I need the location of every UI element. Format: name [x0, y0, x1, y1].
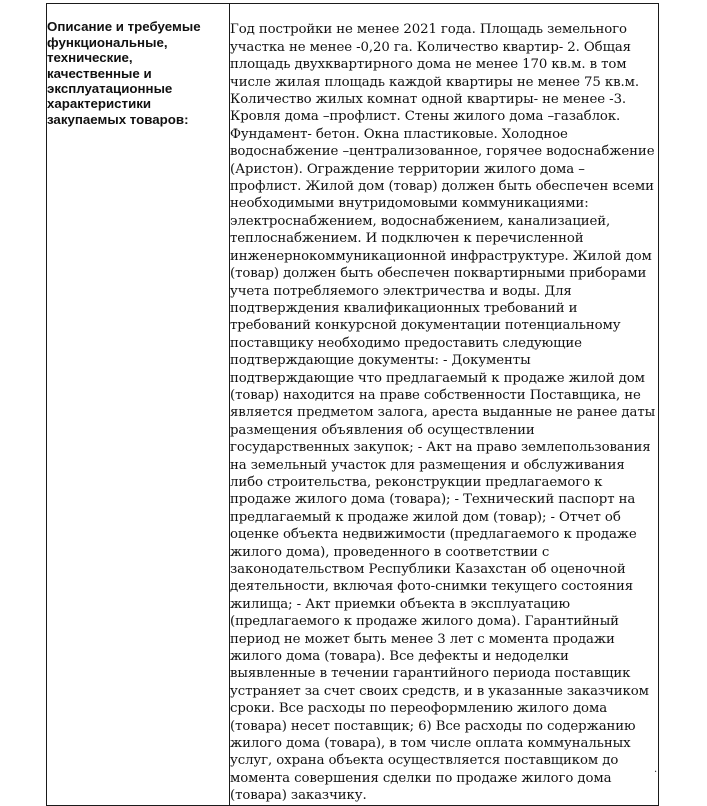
specification-table [46, 3, 659, 806]
row-value-cell [230, 4, 659, 806]
row-value-text: Год постройки не менее 2021 года. Площадь земельного участка не менее -0,20 га. Количество квартир- 2. Общая площадь двухквартирного дома не менее 170 кв.м. в том числе жилая площадь каждой квартиры не менее 75 кв.м. Количество жилых комнат одной квартиры- не менее -3. Кровля дома –профлист. Стены жилого дома –газаблок. Фундамент- бетон. Окна пластиковые. Холодное водоснабжение –централизованное, горячее водоснабжение (Аристон). Ограждение территории жилого дома – профлист. Жилой дом (товар) должен быть обеспечен всеми необходимыми внутридомовыми коммуникациями: электроснабжением, водоснабжением, канализацией, теплоснабжением. И подключен к перечисленной инженернокоммуникационной инфраструктуре. Жилой дом (товар) должен быть обеспечен поквартирными приборами учета потребляемого электричества и воды. Для подтверждения квалификационных требований и требований конкурсной документации потенциальному поставщику необходимо предоставить следующие подтверждающие документы: - Документы подтверждающие что предлагаемый к продаже жилой дом (товар) находится на праве собственности Поставщика, не является предметом залога, ареста выданные не ранее даты размещения объявления об осуществлении государственных закупок; - Акт на право землепользования на земельный участок для размещения и обслуживания либо строительства, реконструкции предлагаемого к продаже жилого дома (товара); - Технический паспорт на предлагаемый к продаже жилой дом (товар); - Отчет об оценке объекта недвижимости (предлагаемого к продаже жилого дома), проведенного в соответствии с законодательством Республики Казахстан об оценочной деятельности, включая фото-снимки текущего состояния жилища; - Акт приемки объекта в эксплуатацию (предлагаемого к продаже жилого дома). Гарантийный период не может быть менее 3 лет с момента продажи жилого дома (товара). Все дефекты и недоделки выявленные в течении гарантийного периода поставщик устраняет за счет своих средств, и в указанные заказчиком сроки. Все расходы по переоформлению жилого дома (товара) несет поставщик; 6) Все расходы по содержанию жилого дома (товара), в том числе оплата коммунальных услуг, охрана объекта осуществляется поставщиком до момента совершения сделки по продаже жилого дома (товара) заказчику. [230, 22, 656, 804]
row-label-cell [47, 4, 230, 806]
edge-dot-mark: · [654, 767, 658, 778]
row-label-text: Описание и требуемые функциональные, технические, качественные и эксплуатационные характеристики закупаемых товаров: [47, 19, 201, 127]
table-row [47, 4, 659, 806]
